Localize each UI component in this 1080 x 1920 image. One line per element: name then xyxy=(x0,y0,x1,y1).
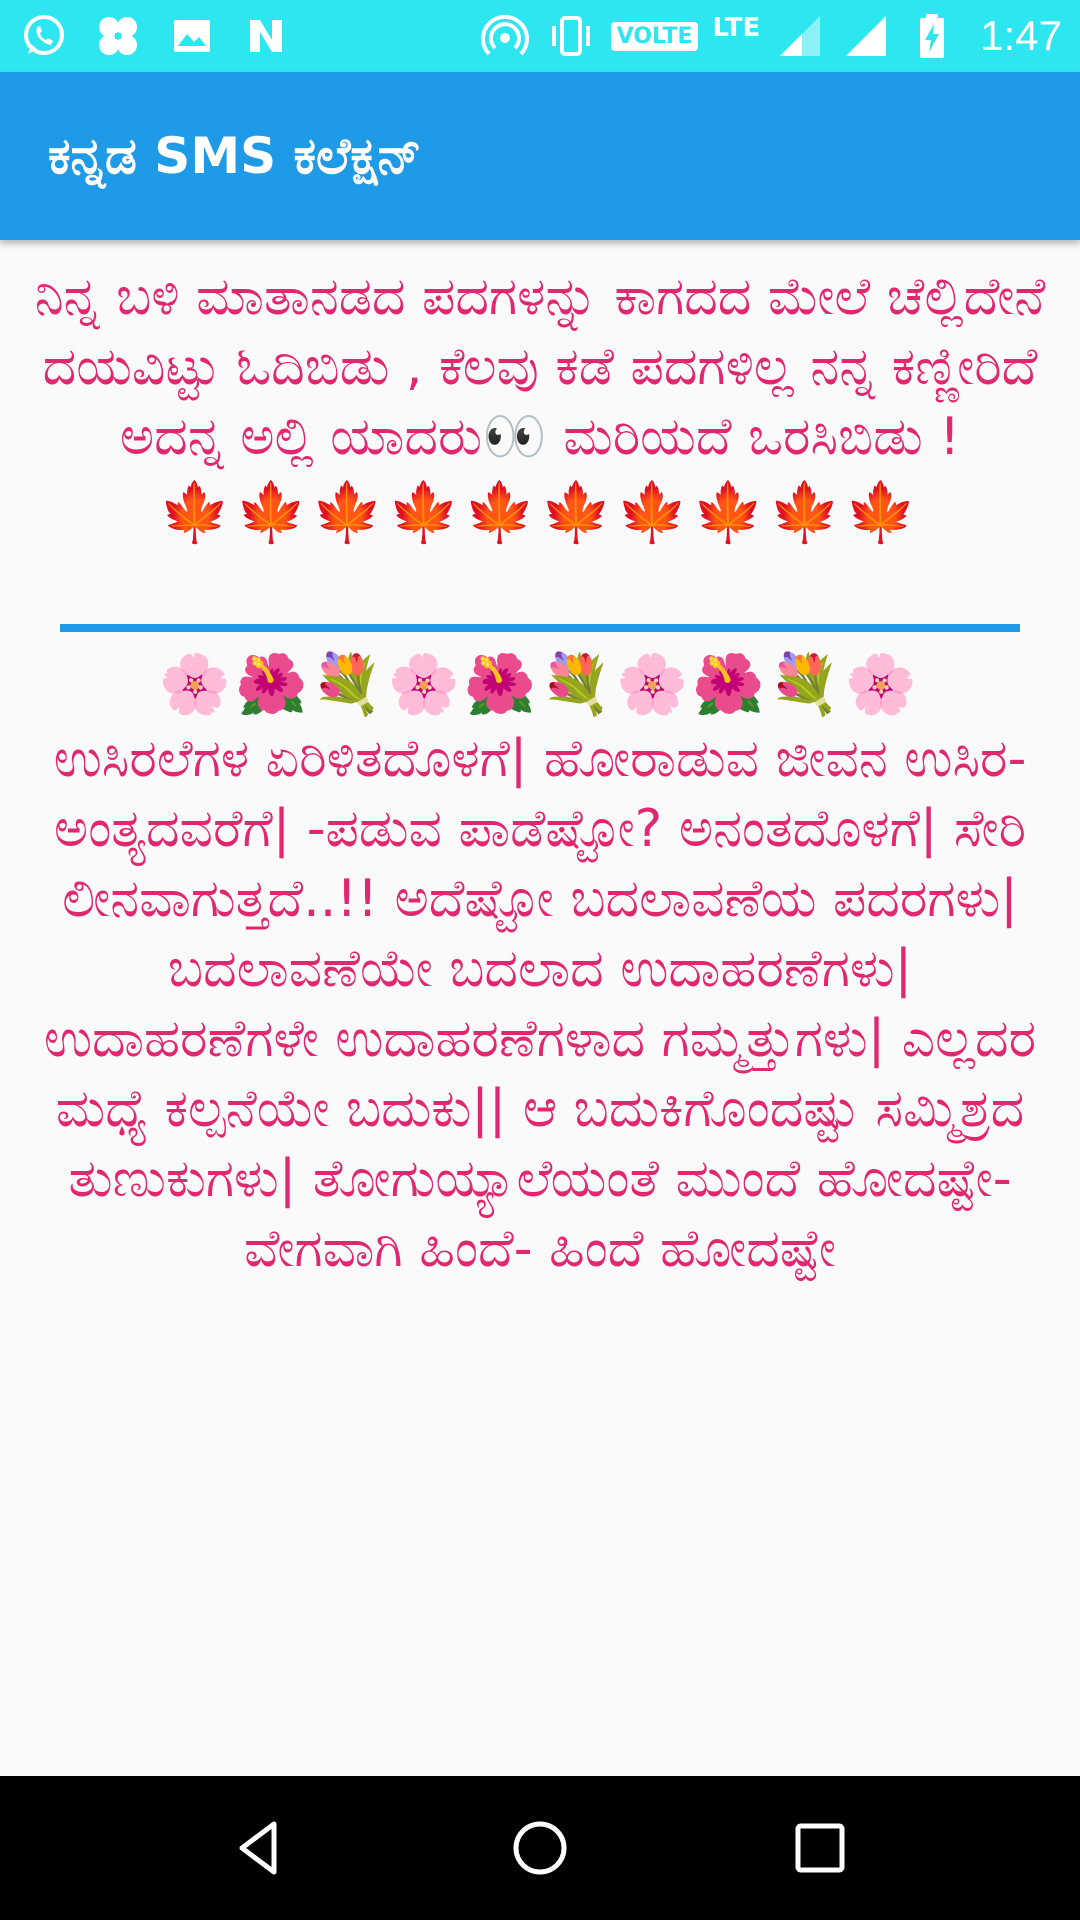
app-bar xyxy=(0,72,1080,240)
navigation-bar xyxy=(0,1776,1080,1920)
vibrate-icon xyxy=(545,10,597,62)
message-card xyxy=(0,262,1080,552)
message-text: ಉಸಿರಲೆಗಳ ಏರಿಳಿತದೊಳಗೆ| ಹೋರಾಡುವ ಜೀವನ ಉಸಿರ-ಅಂತ್ಯದವರೆಗೆ| -ಪಡುವ ಪಾಡೆಷ್ಟೋ? ಅನಂತದೊಳಗೆ| ಸೇರಿ ಲೀನವಾಗುತ್ತದೆ..!! ಅದೆಷ್ಟೋ ಬದಲಾವಣೆಯ ಪದರಗಳು| ಬದಲಾವಣೆಯೇ ಬದಲಾದ ಉದಾಹರಣೆಗಳು| ಉದಾಹರಣೆಗಳೇ ಉದಾಹರಣೆಗಳಾದ ಗಮ್ಮತ್ತುಗಳು| ಎಲ್ಲದರ ಮಧ್ಯೆ ಕಲ್ಪನೆಯೇ ಬದುಕು|| ಆ ಬದುಕಿಗೊಂದಷ್ಟು ಸಮ್ಮಿಶ್ರದ ತುಣುಕುಗಳು| ತೋಗುಯ್ಯಾಲೆಯಂತೆ ಮುಂದೆ ಹೋದಷ್ಟೇ- ವೇಗವಾಗಿ ಹಿಂದೆ- ಹಿಂದೆ ಹೋದಷ್ಟೇ xyxy=(43,729,1037,1279)
app-grid-icon xyxy=(92,10,144,62)
hotspot-icon xyxy=(479,10,531,62)
message-card xyxy=(0,644,1080,1284)
recents-button[interactable] xyxy=(772,1800,868,1896)
battery-charging-icon xyxy=(906,10,958,62)
signal-icon xyxy=(774,10,826,62)
lte-label: LTE xyxy=(712,13,761,43)
clock: 1:47 xyxy=(980,12,1062,59)
message-text: ನಿನ್ನ ಬಳಿ ಮಾತಾನಡದ ಪದಗಳನ್ನು ಕಾಗದದ ಮೇಲೆ ಚೆಲ್ಲಿದೇನೆ ದಯವಿಟ್ಟು ಓದಿಬಿಡು , ಕೆಲವು ಕಡೆ ಪದಗಳಿಲ್ಲ ನನ್ನ ಕಣ್ಣೀರಿದೆ ಅದನ್ನ ಅಲ್ಲಿ ಯಾದರು👀 ಮರಿಯದೆ ಒರಸಿಬಿಡು ! xyxy=(34,267,1046,467)
status-bar xyxy=(0,0,1080,72)
signal-icon xyxy=(840,10,892,62)
whatsapp-icon xyxy=(18,10,70,62)
n-app-icon xyxy=(240,10,292,62)
home-icon xyxy=(504,1812,576,1884)
back-button[interactable] xyxy=(212,1800,308,1896)
divider xyxy=(60,624,1020,632)
status-bar-notifications xyxy=(18,10,292,62)
message-list[interactable] xyxy=(0,262,1080,1592)
back-icon xyxy=(224,1812,296,1884)
home-button[interactable] xyxy=(492,1800,588,1896)
status-bar-system xyxy=(479,10,1062,62)
emoji-row: 🍁🍁🍁🍁🍁🍁🍁🍁🍁🍁 xyxy=(158,478,922,546)
emoji-row: 🌸🌺💐🌸🌺💐🌸🌺💐🌸 xyxy=(158,650,922,718)
recents-icon xyxy=(784,1812,856,1884)
volte-badge: VOLTE xyxy=(611,22,699,51)
app-title: ಕನ್ನಡ SMS ಕಲೆಕ್ಷನ್ xyxy=(48,126,422,185)
image-icon xyxy=(166,10,218,62)
